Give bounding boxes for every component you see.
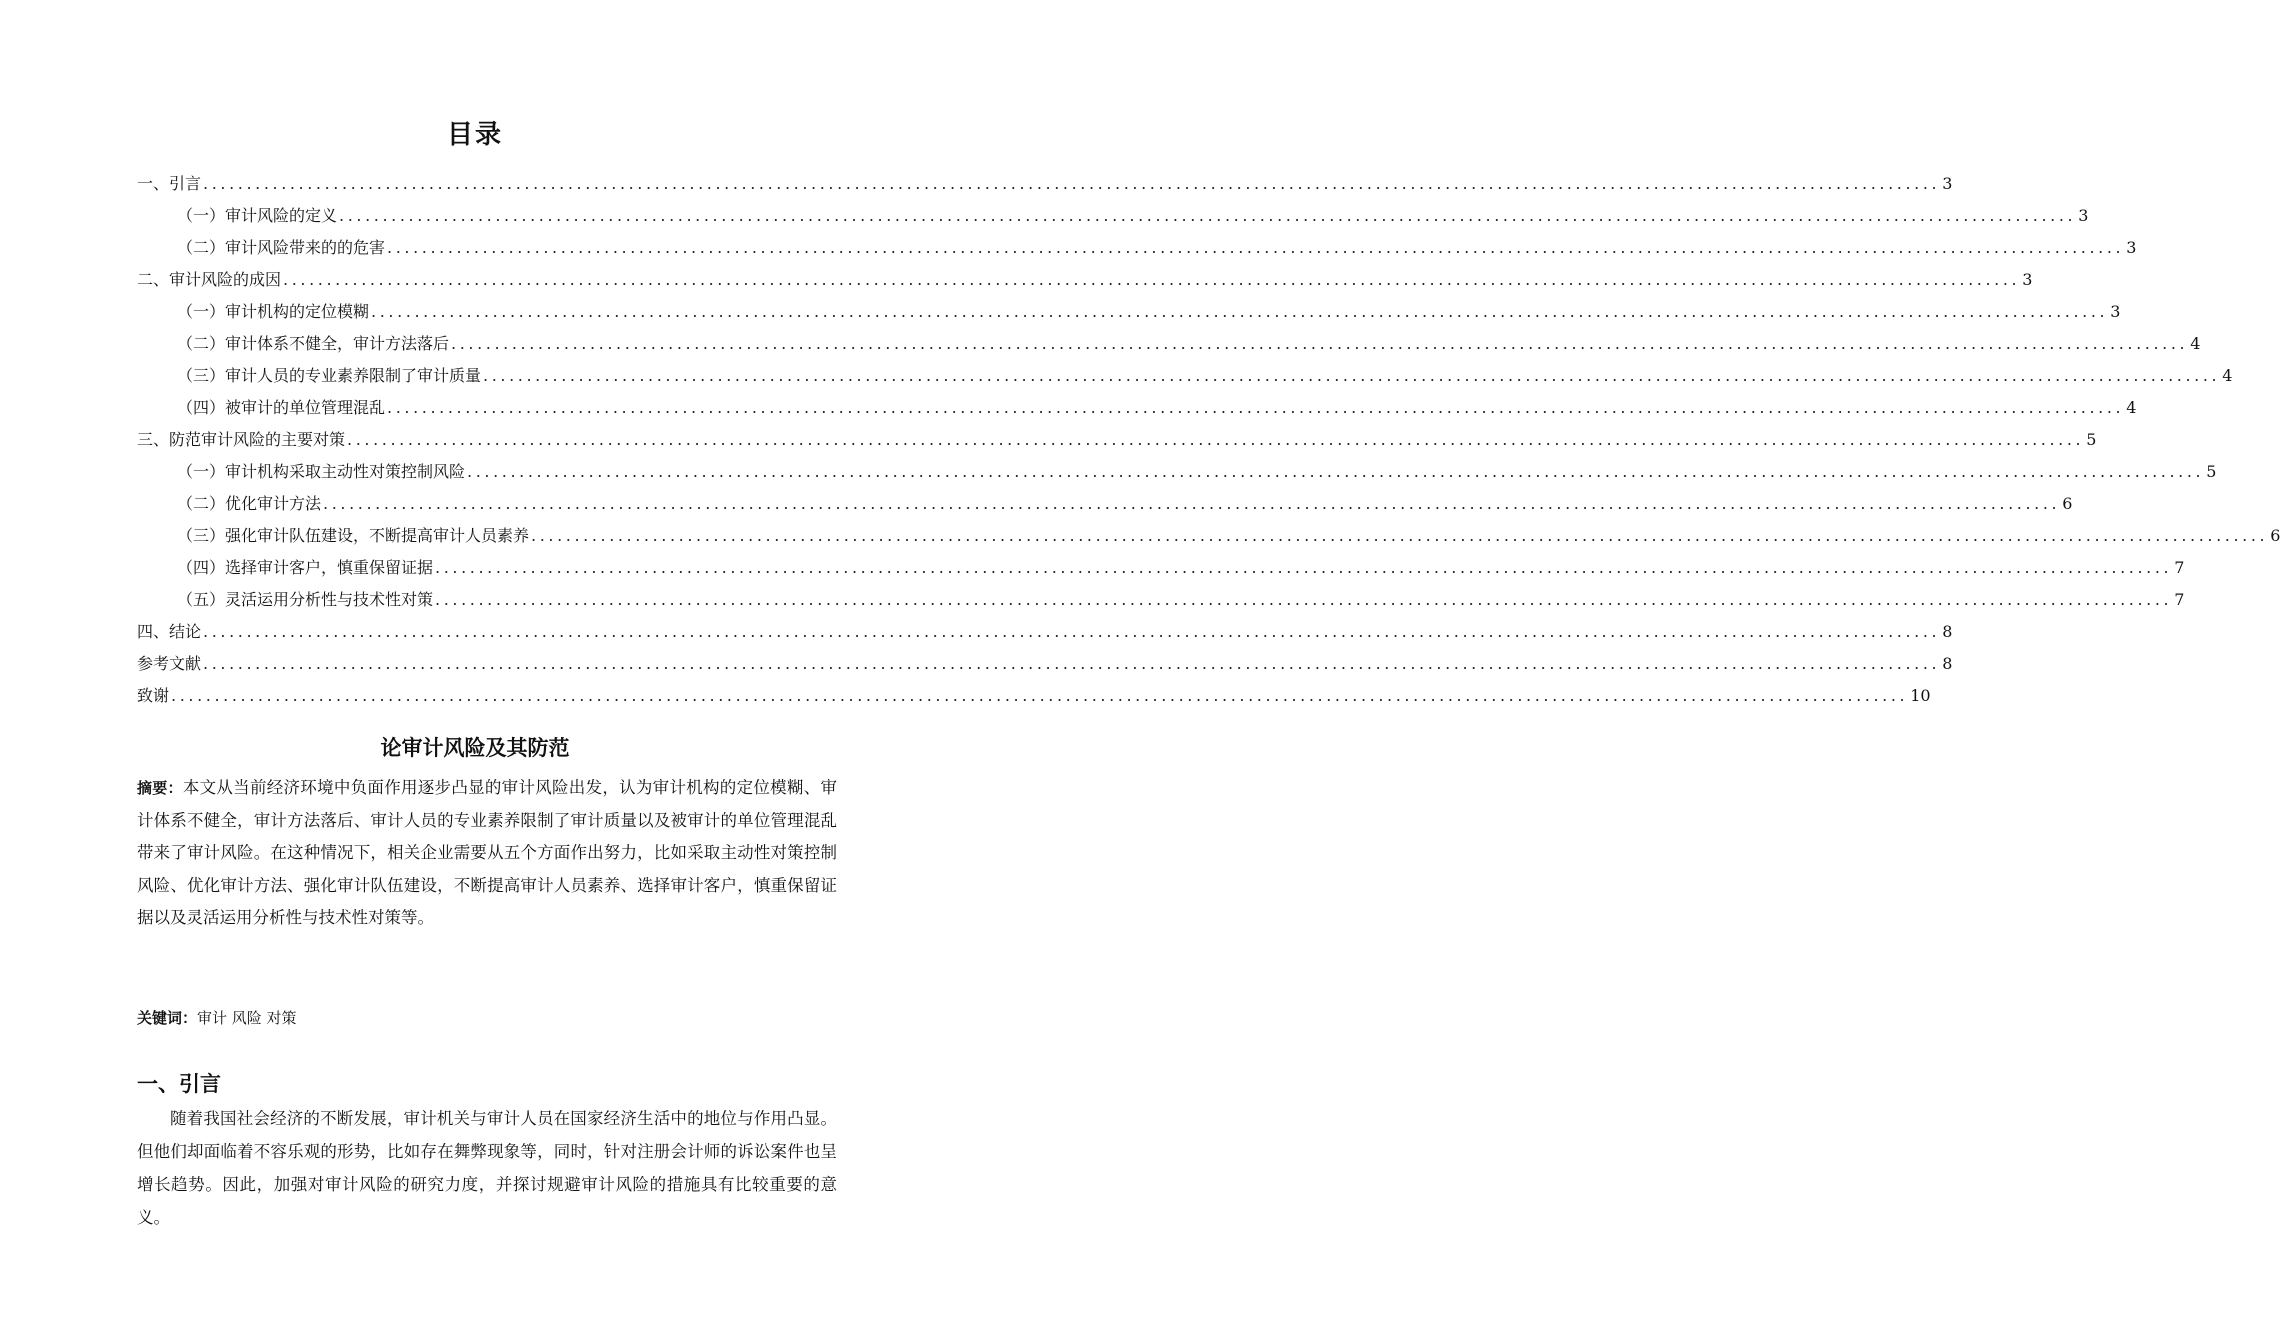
- toc-entry[interactable]: [137, 584, 2185, 616]
- abstract-text: 本文从当前经济环境中负面作用逐步凸显的审计风险出发，认为审计机构的定位模糊、审计体系不健全，审计方法落后、审计人员的专业素养限制了审计质量以及被审计的单位管理混乱带来了审计风险。在这种情况下，相关企业需要从五个方面作出努力，比如采取主动性对策控制风险、优化审计方法、强化审计队伍建设，不断提高审计人员素养、选择审计客户，慎重保留证据以及灵活运用分析性与技术性对策等。: [137, 778, 837, 927]
- toc-entry[interactable]: [137, 616, 1953, 648]
- toc-entry-text: 参考文献: [137, 654, 202, 673]
- toc-entry-text: 三、防范审计风险的主要对策: [137, 430, 346, 449]
- toc-leader-dots: ........................................................................................................................................................................................................: [203, 654, 1941, 673]
- keywords: [137, 1003, 837, 1033]
- toc-entry[interactable]: [137, 392, 2137, 424]
- toc-entry[interactable]: [137, 360, 2233, 392]
- toc-leader-dots: ........................................................................................................................................................................................................: [451, 334, 2189, 353]
- toc-page-number: 3: [2126, 238, 2137, 257]
- toc-entry-text: （一）审计风险的定义: [177, 206, 338, 225]
- toc-leader-dots: ........................................................................................................................................................................................................: [203, 174, 1941, 193]
- toc-page-number: 10: [1910, 686, 1931, 705]
- toc-entry[interactable]: [137, 232, 2137, 264]
- toc-leader-dots: ........................................................................................................................................................................................................: [435, 590, 2173, 609]
- toc-entry-text: （一）审计机构的定位模糊: [177, 302, 370, 321]
- toc-page-number: 3: [1942, 174, 1953, 193]
- toc-page-number: 3: [2022, 270, 2033, 289]
- toc-entry-text: 一、引言: [137, 174, 202, 193]
- toc-page-number: 7: [2174, 558, 2185, 577]
- introduction-paragraph: 随着我国社会经济的不断发展，审计机关与审计人员在国家经济生活中的地位与作用凸显。但他们却面临着不容乐观的形势，比如存在舞弊现象等，同时，针对注册会计师的诉讼案件也呈增长趋势。因此，加强对审计风险的研究力度，并探讨规避审计风险的措施具有比较重要的意义。: [137, 1109, 837, 1227]
- abstract-label: 摘要：: [137, 779, 183, 797]
- toc-entry-text: 四、结论: [137, 622, 202, 641]
- toc-leader-dots: ........................................................................................................................................................................................................: [371, 302, 2109, 321]
- toc-entry-text: （三）强化审计队伍建设，不断提高审计人员素养: [177, 526, 530, 545]
- toc-leader-dots: ........................................................................................................................................................................................................: [323, 494, 2061, 513]
- toc-entry-text: （一）审计机构采取主动性对策控制风险: [177, 462, 466, 481]
- toc-page-number: 3: [2078, 206, 2089, 225]
- abstract: [137, 772, 837, 935]
- toc-page-number: 4: [2190, 334, 2201, 353]
- toc-entry[interactable]: [137, 680, 1931, 712]
- toc-entry[interactable]: [137, 520, 2280, 552]
- toc-page-number: 8: [1942, 622, 1953, 641]
- section-heading-introduction: 一、引言: [137, 1072, 221, 1096]
- toc-leader-dots: ........................................................................................................................................................................................................: [483, 366, 2221, 385]
- toc-entry-text: （四）选择审计客户，慎重保留证据: [177, 558, 434, 577]
- toc-page-number: 4: [2222, 366, 2233, 385]
- toc-entry[interactable]: [137, 328, 2201, 360]
- toc-leader-dots: ........................................................................................................................................................................................................: [387, 238, 2125, 257]
- keywords-label: 关键词：: [137, 1009, 198, 1027]
- toc-entry-text: 致谢: [137, 686, 170, 705]
- toc-page-number: 3: [2110, 302, 2121, 321]
- toc-entry[interactable]: [137, 296, 2121, 328]
- toc-leader-dots: ........................................................................................................................................................................................................: [387, 398, 2125, 417]
- toc-entry[interactable]: [137, 488, 2073, 520]
- toc-title: 目录: [446, 120, 503, 150]
- toc-page-number: 7: [2174, 590, 2185, 609]
- toc-page-number: 5: [2086, 430, 2097, 449]
- toc-leader-dots: ........................................................................................................................................................................................................: [347, 430, 2085, 449]
- toc-page-number: 8: [1942, 654, 1953, 673]
- toc-entry-text: （四）被审计的单位管理混乱: [177, 398, 386, 417]
- toc-entry-text: 二、审计风险的成因: [137, 270, 282, 289]
- toc-leader-dots: ........................................................................................................................................................................................................: [283, 270, 2021, 289]
- toc-entry-text: （二）审计风险带来的的危害: [177, 238, 386, 257]
- toc-entry[interactable]: [137, 200, 2089, 232]
- toc-entry[interactable]: [137, 168, 1953, 200]
- table-of-contents: [137, 168, 2280, 712]
- toc-leader-dots: ........................................................................................................................................................................................................: [467, 462, 2205, 481]
- toc-page-number: 6: [2062, 494, 2073, 513]
- toc-leader-dots: ........................................................................................................................................................................................................: [203, 622, 1941, 641]
- toc-leader-dots: ........................................................................................................................................................................................................: [435, 558, 2173, 577]
- toc-entry[interactable]: [137, 424, 2097, 456]
- article-title: 论审计风险及其防范: [380, 736, 570, 760]
- toc-page-number: 5: [2206, 462, 2217, 481]
- toc-entry[interactable]: [137, 264, 2033, 296]
- toc-page-number: 4: [2126, 398, 2137, 417]
- toc-entry[interactable]: [137, 456, 2217, 488]
- toc-page-number: 6: [2270, 526, 2280, 545]
- toc-entry[interactable]: [137, 648, 1953, 680]
- toc-leader-dots: ........................................................................................................................................................................................................: [171, 686, 1909, 705]
- toc-entry-text: （五）灵活运用分析性与技术性对策: [177, 590, 434, 609]
- toc-entry-text: （二）优化审计方法: [177, 494, 322, 513]
- toc-entry[interactable]: [137, 552, 2185, 584]
- toc-entry-text: （二）审计体系不健全，审计方法落后: [177, 334, 450, 353]
- toc-leader-dots: ........................................................................................................................................................................................................: [531, 526, 2269, 545]
- toc-leader-dots: ........................................................................................................................................................................................................: [339, 206, 2077, 225]
- keywords-text: 审计 风险 对策: [197, 1009, 297, 1027]
- toc-entry-text: （三）审计人员的专业素养限制了审计质量: [177, 366, 482, 385]
